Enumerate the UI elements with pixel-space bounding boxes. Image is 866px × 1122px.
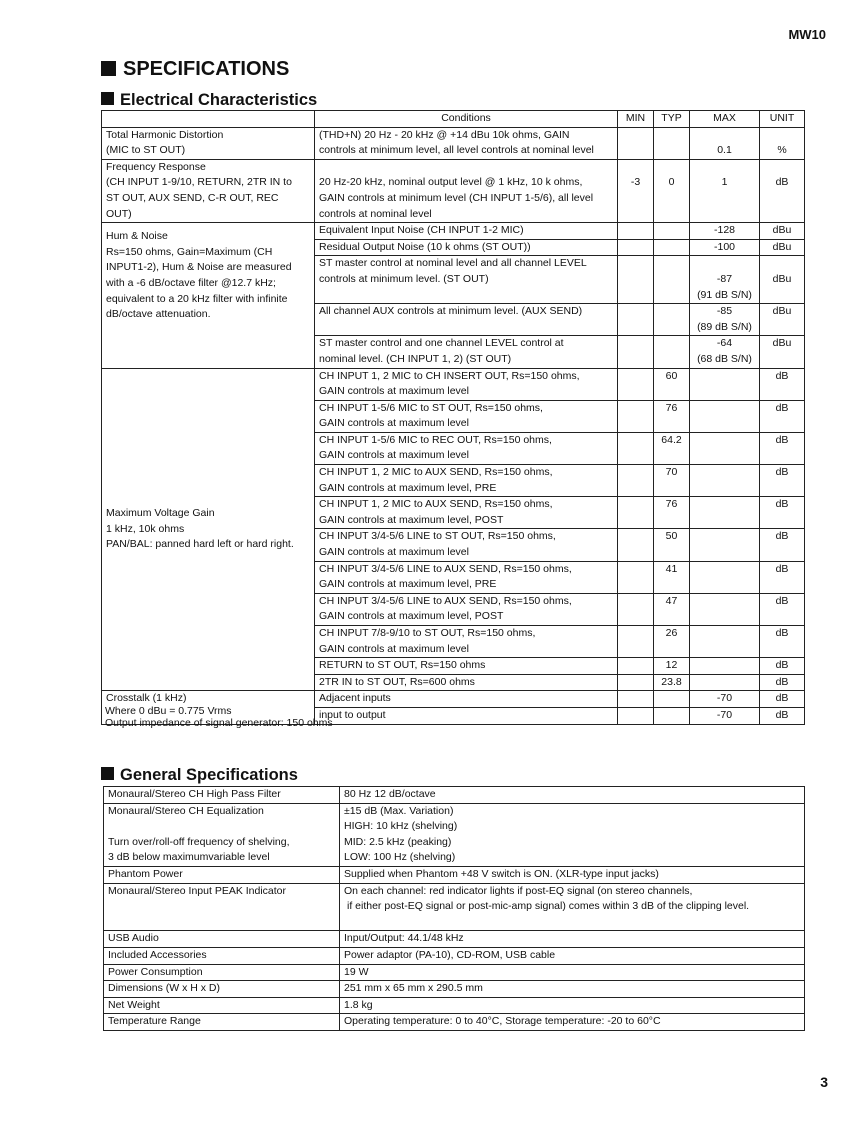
hum-cond-5 [315, 336, 618, 368]
gain-max [690, 497, 760, 529]
gain-cond [315, 368, 618, 400]
gain-cond [315, 593, 618, 625]
gain-typ: 76 [654, 497, 690, 529]
gain-max [690, 593, 760, 625]
hum-typ-1 [654, 223, 690, 240]
hum-cond-3 [315, 256, 618, 304]
hum-unit-2: dBu [760, 239, 805, 256]
gain-max [690, 465, 760, 497]
gain-cond [315, 561, 618, 593]
gain-typ: 41 [654, 561, 690, 593]
square-bullet-icon [101, 92, 114, 105]
spec-label-line: Turn over/roll-off frequency of shelving, [108, 835, 290, 848]
gain-cond-line: CH INPUT 3/4-5/6 LINE to ST OUT, Rs=150 ohms, [319, 530, 556, 543]
spec-value: 80 Hz 12 dB/octave [340, 787, 805, 804]
gain-unit: dB [760, 432, 805, 464]
spec-label: USB Audio [104, 931, 340, 948]
spec-label: Power Consumption [104, 964, 340, 981]
crosstalk-max-1: -70 [690, 691, 760, 708]
gain-min [618, 561, 654, 593]
gain-max [690, 529, 760, 561]
table-row [104, 803, 805, 866]
gain-cond-line: CH INPUT 1, 2 MIC to AUX SEND, Rs=150 ohms, [319, 498, 553, 511]
spec-value-line: On each channel: red indicator lights if post-EQ signal (on stereo channels, [344, 884, 693, 897]
table-row [104, 964, 805, 981]
spec-label: Included Accessories [104, 947, 340, 964]
gain-param-line: PAN/BAL: panned hard left or hard right. [106, 538, 294, 551]
thd-typ [654, 127, 690, 159]
gain-typ: 47 [654, 593, 690, 625]
gain-cond-line: CH INPUT 1, 2 MIC to AUX SEND, Rs=150 ohms, [319, 466, 553, 479]
spec-value-line: MID: 2.5 kHz (peaking) [344, 835, 452, 848]
table-row-gain-1 [102, 368, 805, 400]
freq-cond-line: 20 Hz-20 kHz, nominal output level @ 1 kHz, 10 k ohms, [319, 176, 583, 189]
gain-cond-line: GAIN controls at maximum level [319, 546, 469, 559]
page-title-text: SPECIFICATIONS [123, 58, 290, 80]
spec-value: 251 mm x 65 mm x 290.5 mm [340, 981, 805, 998]
gain-cond [315, 400, 618, 432]
hum-parameter [102, 223, 315, 368]
table-row [104, 997, 805, 1014]
hum-param-line: Rs=150 ohms, Gain=Maximum (CH [106, 245, 273, 258]
note-line: Where 0 dBu = 0.775 Vrms [105, 705, 232, 717]
hum-cond-4 [315, 304, 618, 336]
general-heading-text: General Specifications [120, 766, 298, 784]
gain-max [690, 674, 760, 691]
thd-unit: % [760, 127, 805, 159]
gain-parameter [102, 368, 315, 691]
thd-min [618, 127, 654, 159]
gain-typ: 76 [654, 400, 690, 432]
hum-max-2: -100 [690, 239, 760, 256]
electrical-table [101, 110, 805, 725]
gain-typ: 23.8 [654, 674, 690, 691]
table-row-hum-1 [102, 223, 805, 240]
thd-param-line: (MIC to ST OUT) [106, 144, 186, 157]
page-number: 3 [820, 1074, 828, 1090]
gain-cond-line: CH INPUT 7/8-9/10 to ST OUT, Rs=150 ohms, [319, 627, 536, 639]
hum-max-sn: (68 dB S/N) [697, 352, 752, 365]
hum-min-4 [618, 304, 654, 336]
spec-label-spacer [108, 819, 335, 835]
thd-conditions [315, 127, 618, 159]
hum-min-2 [618, 239, 654, 256]
hum-cond-line: nominal level. (CH INPUT 1, 2) (ST OUT) [319, 352, 512, 365]
general-heading [101, 766, 298, 785]
gain-cond-line: GAIN controls at maximum level, POST [319, 513, 504, 526]
gain-cond [315, 465, 618, 497]
crosstalk-min-1 [618, 691, 654, 708]
general-table [103, 786, 805, 1031]
spec-value [340, 883, 805, 931]
spec-value-line: LOW: 100 Hz (shelving) [344, 851, 456, 864]
crosstalk-typ-2 [654, 707, 690, 724]
gain-max [690, 561, 760, 593]
thd-cond-line: controls at minimum level, all level controls at nominal level [319, 144, 594, 157]
hum-cond-line: All channel AUX controls at minimum level. (AUX SEND) [319, 305, 583, 318]
gain-cond-line: GAIN controls at maximum level, POST [319, 610, 504, 623]
hum-max-sn: (91 dB S/N) [697, 288, 752, 301]
spec-value-spacer [344, 915, 800, 931]
hum-unit-3: dBu [760, 256, 805, 304]
table-row [104, 947, 805, 964]
gain-cond-line: GAIN controls at maximum level [319, 417, 469, 430]
gain-cond [315, 529, 618, 561]
gain-cond-line: CH INPUT 1-5/6 MIC to REC OUT, Rs=150 ohms, [319, 433, 552, 446]
gain-cond: RETURN to ST OUT, Rs=150 ohms [315, 658, 618, 675]
header-max: MAX [690, 111, 760, 128]
freq-param-line: (CH INPUT 1-9/10, RETURN, 2TR IN to [106, 176, 292, 189]
gain-min [618, 658, 654, 675]
gain-typ: 12 [654, 658, 690, 675]
hum-max-value: -64 [716, 337, 733, 350]
hum-max-value: -87 [716, 272, 733, 285]
gain-unit: dB [760, 497, 805, 529]
spec-value-line: HIGH: 10 kHz (shelving) [344, 820, 458, 833]
thd-cond-line: (THD+N) 20 Hz - 20 kHz @ +14 dBu 10k ohms, GAIN [319, 128, 570, 141]
header-unit: UNIT [760, 111, 805, 128]
square-bullet-icon [101, 61, 116, 76]
spec-value [340, 803, 805, 866]
gain-unit: dB [760, 529, 805, 561]
electrical-heading [101, 91, 317, 110]
table-row [104, 1014, 805, 1031]
header-conditions: Conditions [315, 111, 618, 128]
spec-label: Dimensions (W x H x D) [104, 981, 340, 998]
gain-min [618, 674, 654, 691]
hum-max-5 [690, 336, 760, 368]
freq-param-line: Frequency Response [106, 160, 206, 173]
spec-label-line: Monaural/Stereo CH Equalization [108, 804, 264, 817]
hum-cond-line: ST master control and one channel LEVEL control at [319, 337, 564, 350]
hum-unit-4: dBu [760, 304, 805, 336]
hum-param-line: with a -6 dB/octave filter @12.7 kHz; [106, 276, 276, 289]
gain-param-line: 1 kHz, 10k ohms [106, 522, 185, 535]
hum-max-1: -128 [690, 223, 760, 240]
gain-cond-line: CH INPUT 1-5/6 MIC to ST OUT, Rs=150 ohms, [319, 401, 543, 414]
hum-param-line: equivalent to a 20 kHz filter with infinite [106, 292, 288, 305]
spec-value: 1.8 kg [340, 997, 805, 1014]
hum-max-value: -85 [716, 305, 733, 318]
hum-max-3 [690, 256, 760, 304]
gain-max [690, 626, 760, 658]
spec-label: Phantom Power [104, 866, 340, 883]
spec-value-line: ±15 dB (Max. Variation) [344, 804, 454, 817]
hum-cond-2: Residual Output Noise (10 k ohms (ST OUT)) [315, 239, 618, 256]
header-typ: TYP [654, 111, 690, 128]
freq-typ: 0 [654, 159, 690, 222]
table-row [104, 787, 805, 804]
hum-max-4 [690, 304, 760, 336]
table-row-thd [102, 127, 805, 159]
gain-cond-line: CH INPUT 1, 2 MIC to CH INSERT OUT, Rs=150 ohms, [319, 369, 580, 382]
gain-cond-line: GAIN controls at maximum level [319, 642, 469, 655]
crosstalk-cond-1: Adjacent inputs [315, 691, 618, 708]
hum-param-line: Hum & Noise [106, 230, 168, 243]
hum-cond-spacer [319, 288, 613, 304]
page-title [101, 58, 289, 81]
gain-cond [315, 626, 618, 658]
crosstalk-cond-2: input to output [315, 707, 618, 724]
gain-min [618, 465, 654, 497]
spec-label: Monaural/Stereo Input PEAK Indicator [104, 883, 340, 931]
thd-max: 0.1 [690, 127, 760, 159]
gain-typ: 50 [654, 529, 690, 561]
gain-cond: 2TR IN to ST OUT, Rs=600 ohms [315, 674, 618, 691]
hum-cond-line: ST master control at nominal level and all channel LEVEL [319, 257, 587, 270]
gain-param-line: Maximum Voltage Gain [106, 507, 215, 520]
crosstalk-unit-2: dB [760, 707, 805, 724]
spec-value: Power adaptor (PA-10), CD-ROM, USB cable [340, 947, 805, 964]
crosstalk-parameter: Crosstalk (1 kHz) [102, 691, 315, 724]
crosstalk-min-2 [618, 707, 654, 724]
gain-max [690, 368, 760, 400]
gain-cond-line: GAIN controls at maximum level, PRE [319, 481, 497, 494]
table-notes [105, 705, 333, 729]
hum-typ-4 [654, 304, 690, 336]
gain-min [618, 368, 654, 400]
gain-max [690, 658, 760, 675]
spec-value: Operating temperature: 0 to 40°C, Storage temperature: -20 to 60°C [340, 1014, 805, 1031]
gain-unit: dB [760, 561, 805, 593]
gain-min [618, 593, 654, 625]
gain-cond-line: GAIN controls at maximum level, PRE [319, 578, 497, 591]
gain-unit: dB [760, 465, 805, 497]
freq-min: -3 [618, 159, 654, 222]
gain-unit: dB [760, 368, 805, 400]
spec-label: Monaural/Stereo CH High Pass Filter [104, 787, 340, 804]
table-header-row [102, 111, 805, 128]
gain-typ: 26 [654, 626, 690, 658]
gain-min [618, 529, 654, 561]
gain-cond-line: CH INPUT 3/4-5/6 LINE to AUX SEND, Rs=150 ohms, [319, 594, 572, 607]
thd-parameter [102, 127, 315, 159]
gain-unit: dB [760, 400, 805, 432]
spec-value-line: if either post-EQ signal or post-mic-amp signal) comes within 3 dB of the clipping level. [347, 900, 750, 913]
hum-max-sn: (89 dB S/N) [697, 320, 752, 333]
spec-label-line: 3 dB below maximumvariable level [108, 851, 270, 864]
hum-unit-5: dBu [760, 336, 805, 368]
gain-unit: dB [760, 674, 805, 691]
table-row [104, 866, 805, 883]
gain-cond [315, 432, 618, 464]
header-parameter [102, 111, 315, 128]
thd-param-line: Total Harmonic Distortion [106, 128, 224, 141]
spec-value: Supplied when Phantom +48 V switch is ON. (XLR-type input jacks) [340, 866, 805, 883]
freq-parameter [102, 159, 315, 222]
hum-param-line: dB/octave attenuation. [106, 308, 211, 321]
hum-unit-1: dBu [760, 223, 805, 240]
electrical-heading-text: Electrical Characteristics [120, 91, 318, 109]
hum-typ-5 [654, 336, 690, 368]
gain-typ: 70 [654, 465, 690, 497]
gain-unit: dB [760, 658, 805, 675]
crosstalk-max-2: -70 [690, 707, 760, 724]
hum-min-3 [618, 256, 654, 304]
gain-typ: 60 [654, 368, 690, 400]
gain-typ: 64.2 [654, 432, 690, 464]
hum-typ-3 [654, 256, 690, 304]
gain-max [690, 432, 760, 464]
gain-unit: dB [760, 626, 805, 658]
gain-min [618, 400, 654, 432]
hum-param-line: INPUT1-2), Hum & Noise are measured [106, 261, 292, 274]
freq-param-line: ST OUT, AUX SEND, C-R OUT, REC [106, 191, 279, 204]
model-name: MW10 [788, 27, 826, 42]
hum-cond-spacer [319, 320, 613, 336]
gain-min [618, 432, 654, 464]
hum-min-1 [618, 223, 654, 240]
crosstalk-typ-1 [654, 691, 690, 708]
spec-value: Input/Output: 44.1/48 kHz [340, 931, 805, 948]
table-row [104, 883, 805, 931]
spec-label: Temperature Range [104, 1014, 340, 1031]
hum-cond-line: controls at minimum level. (ST OUT) [319, 272, 489, 285]
gain-min [618, 497, 654, 529]
table-row [104, 931, 805, 948]
square-bullet-icon [101, 767, 114, 780]
freq-max: 1 [690, 159, 760, 222]
freq-cond-line: controls at nominal level [319, 207, 432, 220]
gain-max [690, 400, 760, 432]
table-row-frequency [102, 159, 805, 222]
freq-unit: dB [760, 159, 805, 222]
gain-cond [315, 497, 618, 529]
freq-cond-line: GAIN controls at minimum level (CH INPUT 1-5/6), all level [319, 191, 594, 204]
spec-label: Net Weight [104, 997, 340, 1014]
gain-cond-line: CH INPUT 3/4-5/6 LINE to AUX SEND, Rs=150 ohms, [319, 562, 572, 575]
gain-cond-line: GAIN controls at maximum level [319, 449, 469, 462]
freq-param-line: OUT) [106, 207, 132, 220]
gain-cond-line: GAIN controls at maximum level [319, 385, 469, 398]
note-line: Output impedance of signal generator: 150 ohms [105, 717, 333, 729]
gain-unit: dB [760, 593, 805, 625]
gain-min [618, 626, 654, 658]
hum-typ-2 [654, 239, 690, 256]
freq-conditions [315, 159, 618, 222]
spec-label [104, 803, 340, 866]
hum-min-5 [618, 336, 654, 368]
hum-cond-1: Equivalent Input Noise (CH INPUT 1-2 MIC) [315, 223, 618, 240]
header-min: MIN [618, 111, 654, 128]
table-row [104, 981, 805, 998]
spec-value: 19 W [340, 964, 805, 981]
crosstalk-unit-1: dB [760, 691, 805, 708]
